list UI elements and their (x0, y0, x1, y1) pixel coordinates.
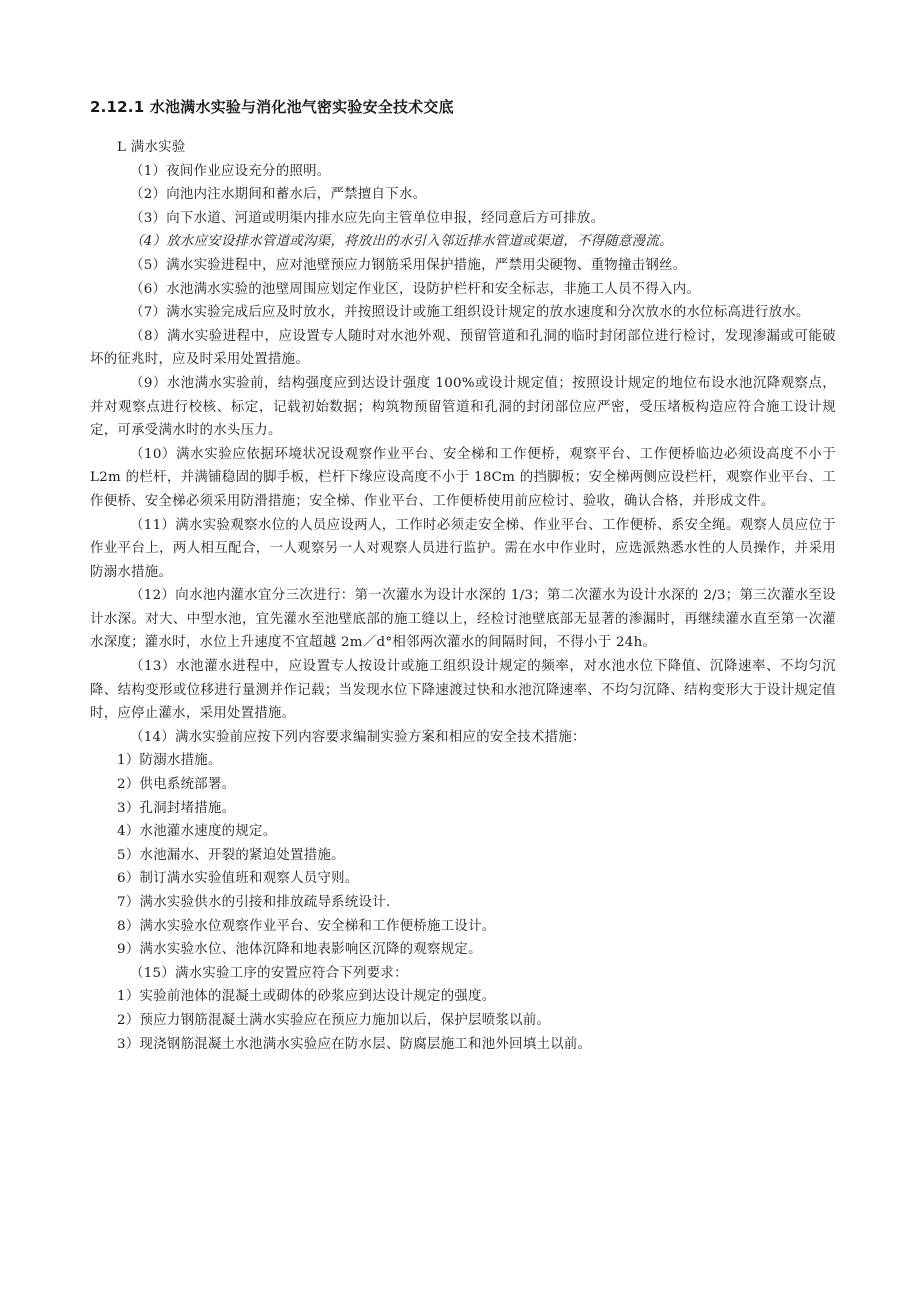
item-14: （14）满水实验前应按下列内容要求编制实验方案和相应的安全技术措施： (130, 729, 586, 745)
item-14-sub-1: 1）防溺水措施。 (117, 753, 222, 769)
item-6: （6）水池满水实验的池壁周围应划定作业区，设防护栏杆和安全标志，非施工人员不得入内。 (130, 281, 701, 297)
item-5: （5）满水实验进程中，应对池壁预应力钢筋采用保护措施，严禁用尖硬物、重物撞击钢丝。 (130, 257, 687, 273)
item-14-sub-4: 4）水池灌水速度的规定。 (117, 824, 277, 840)
item-1: （1）夜间作业应设充分的照明。 (130, 163, 331, 179)
item-7: （7）满水实验完成后应及时放水，并按照设计或施工组织设计规定的放水速度和分次放水的水位标高进行放水。 (130, 305, 810, 321)
item-11: （11）满水实验观察水位的人员应设两人，工作时必须走安全梯、作业平台、工作便桥、系安全绳。观察人员应位于作业平台上，两人相互配合，一人观察另一人对观察人员进行监护。需在水中作业时，应选派熟悉水性的人员操作，并采用防溺水措施。 (90, 517, 836, 580)
item-15-sub-1: 1）实验前池体的混凝土或砌体的砂浆应到达设计规定的强度。 (117, 989, 496, 1005)
item-14-sub-7: 7）满水实验供水的引接和排放疏导系统设计. (117, 895, 391, 910)
document-body (90, 136, 836, 1056)
item-14-sub-3: 3）孔洞封堵措施。 (117, 800, 236, 816)
item-2: （2）向池内注水期间和蓄水后，严禁擅自下水。 (130, 187, 427, 203)
item-14-sub-8: 8）满水实验水位观察作业平台、安全梯和工作便桥施工设计。 (117, 918, 496, 934)
item-15-sub-2: 2）预应力钢筋混凝土满水实验应在预应力施加以后，保护层喷浆以前。 (117, 1012, 551, 1028)
item-14-sub-6: 6）制订满水实验值班和观察人员守则。 (117, 871, 359, 887)
item-12: （12）向水池内灌水宜分三次进行：第一次灌水为设计水深的 1/3；第二次灌水为设计水深的 2/3；第三次灌水至设计水深。对大、中型水池，宜先灌水至池壁底部的施工缝以上，经检讨池壁底部无显著的渗漏时，再继续灌水直至第一次灌水深度；灌水时，水位上升速度不宜超越 2m／d°相邻两次灌水的间隔时间，不得小于 24h。 (90, 588, 836, 651)
section-heading: L 满水实验 (117, 140, 186, 155)
item-8: （8）满水实验进程中，应设置专人随时对水池外观、预留管道和孔洞的临时封闭部位进行检讨，发现渗漏或可能破坏的征兆时，应及时采用处置措施。 (90, 328, 836, 368)
document-title: 2.12.1 水池满水实验与消化池气密实验安全技术交底 (90, 98, 454, 116)
item-4: （4）放水应安设排水管道或沟渠，将放出的水引入邻近排水管道或渠道，不得随意漫流。 (130, 234, 673, 250)
item-3: （3）向下水道、河道或明渠内排水应先向主管单位申报，经同意后方可排放。 (130, 210, 605, 226)
item-13: （13）水池灌水进程中，应设置专人按设计或施工组织设计规定的频率，对水池水位下降值、沉降速率、不均匀沉降、结构变形或位移进行量测并作记载；当发现水位下降速渡过快和水池沉降速率、不均匀沉降、结构变形大于设计规定值时，应停止灌水，采用处置措施。 (90, 659, 836, 722)
item-9: （9）水池满水实验前，结构强度应到达设计强度 100%或设计规定值；按照设计规定的地位布设水池沉降观察点，并对观察点进行校核、标定，记载初始数据；构筑物预留管道和孔洞的封闭部位应严密，受压堵板构造应符合施工设计规定，可承受满水时的水头压力。 (90, 375, 836, 439)
item-14-sub-5: 5）水池漏水、开裂的紧迫处置措施。 (117, 847, 345, 863)
item-15-sub-3: 3）现浇钢筋混凝土水池满水实验应在防水层、防腐层施工和池外回填土以前。 (117, 1036, 592, 1052)
item-14-sub-2: 2）供电系统部署。 (117, 777, 236, 793)
item-15: （15）满水实验工序的安置应符合下列要求： (130, 965, 408, 981)
item-14-sub-9: 9）满水实验水位、池体沉降和地表影响区沉降的观察规定。 (117, 942, 482, 958)
item-10: （10）满水实验应依据环境状况设观察作业平台、安全梯和工作便桥，观察平台、工作便桥临边必须设高度不小于 L2m 的栏杆，并满铺稳固的脚手板，栏杆下缘应设高度不小于 18Cm 的挡脚板；安全梯两侧应设栏杆，观察作业平台、工作便桥、安全梯必须采用防滑措施；安全梯、作业平台、工作便桥使用前应检讨、验收，确认合格，并形成文件。 (90, 446, 836, 509)
